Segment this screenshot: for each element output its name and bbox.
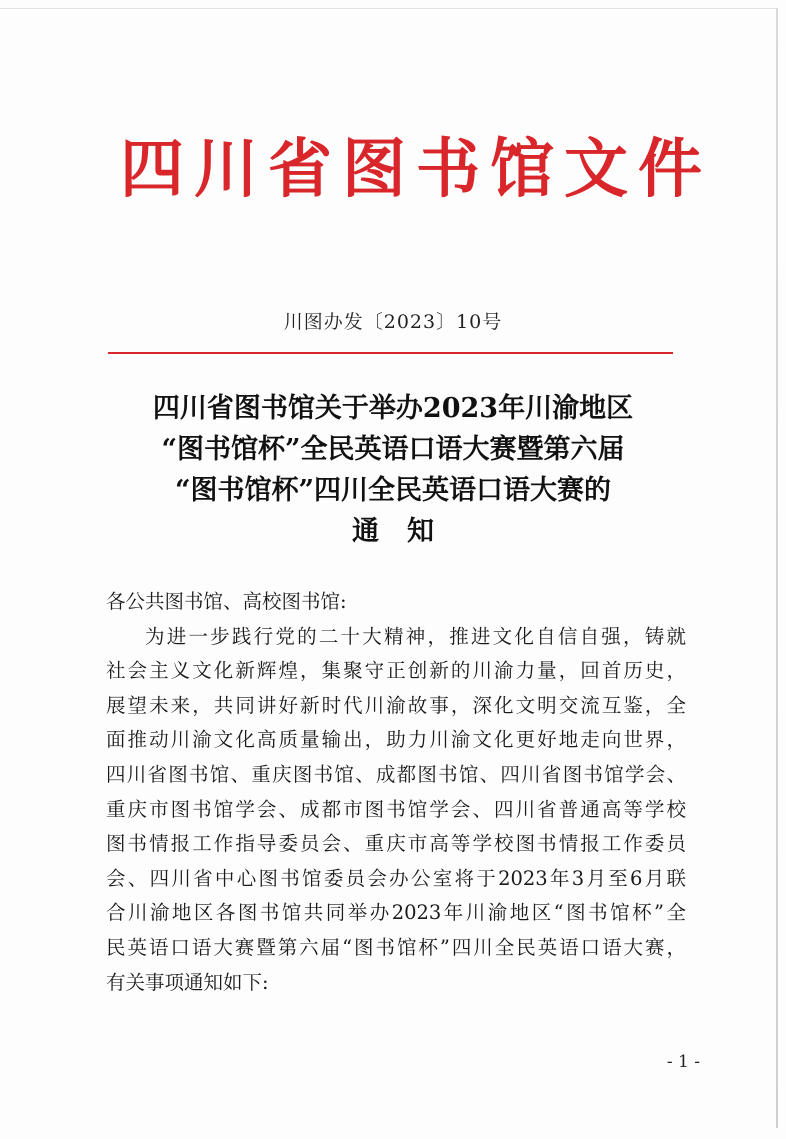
notice-body (106, 585, 686, 1000)
paragraph-line: 会、四川省中心图书馆委员会办公室将于2023年3月至6月联 (106, 866, 686, 890)
paragraph-line: 民英语口语大赛暨第六届“图书馆杯”四川全民英语口语大赛， (106, 935, 686, 959)
paragraph-line: 为进一步践行党的二十大精神，推进文化自信自强，铸就 (145, 624, 686, 648)
scan-edge-right (776, 8, 778, 1128)
paragraph-line: 重庆市图书馆学会、成都市图书馆学会、四川省普通高等学校 (106, 797, 686, 821)
paragraph-line: 面推动川渝文化高质量输出，助力川渝文化更好地走向世界， (106, 728, 686, 752)
title-line: 四川省图书馆关于举办2023年川渝地区 (152, 393, 634, 424)
notice-title (60, 388, 726, 552)
paragraph-line: 社会主义文化新辉煌，集聚守正创新的川渝力量，回首历史， (106, 659, 686, 683)
scan-edge-top (0, 8, 778, 9)
masthead-title: 四川省图书馆文件 (120, 132, 712, 207)
document-number: 川图办发〔2023〕10号 (283, 311, 503, 333)
paragraph-line: 有关事项通知如下: (106, 970, 269, 994)
red-separator-line (108, 352, 673, 354)
body-paragraph (106, 620, 686, 1001)
paragraph-line: 四川省图书馆、重庆图书馆、成都图书馆、四川省图书馆学会、 (106, 762, 686, 786)
salutation: 各公共图书馆、高校图书馆: (106, 590, 347, 613)
paragraph-line: 合川渝地区各图书馆共同举办2023年川渝地区“图书馆杯”全 (106, 901, 686, 925)
title-line-notice: 通知 (352, 516, 462, 547)
paragraph-line: 展望未来，共同讲好新时代川渝故事，深化文明交流互鉴，全 (106, 693, 686, 717)
page-number: - 1 - (666, 1052, 700, 1072)
paragraph-line: 图书情报工作指导委员会、重庆市高等学校图书情报工作委员 (106, 832, 686, 856)
title-line: “图书馆杯”四川全民英语口语大赛的 (174, 475, 612, 506)
title-line: “图书馆杯”全民英语口语大赛暨第六届 (161, 434, 625, 465)
